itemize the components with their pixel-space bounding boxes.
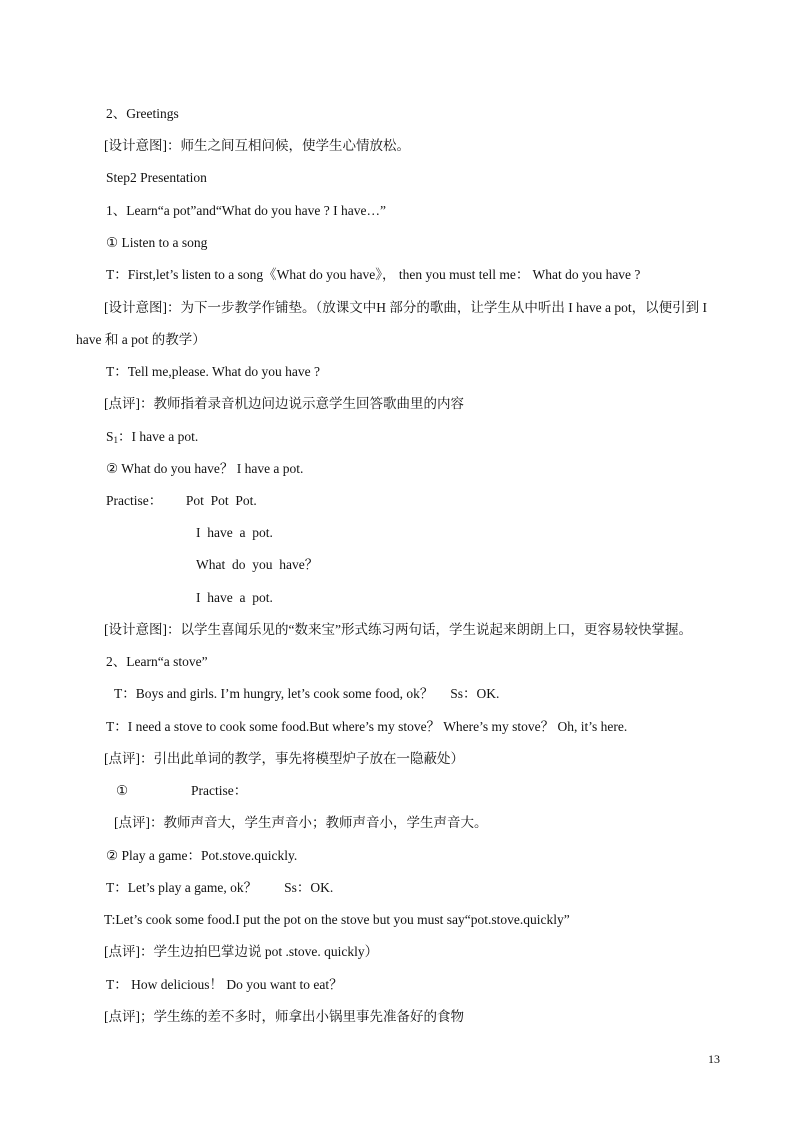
text-line: [设计意图]：以学生喜闻乐见的“数来宝”形式练习两句话，学生说起来朗朗上口，更容易较快掌握。	[104, 622, 692, 637]
text-line: T： How delicious！ Do you want to eat？	[106, 977, 343, 992]
text-line: ② Play a game：Pot.stove.quickly.	[106, 848, 298, 863]
text-line: T：I need a stove to cook some food.But where’s my stove？ Where’s my stove？ Oh, it’s here.	[106, 719, 628, 734]
speaker-label: S	[106, 429, 114, 444]
text-line: What do you have？	[196, 557, 319, 572]
text-line: Step2 Presentation	[106, 170, 207, 185]
line-text: ：I have a pot.	[118, 429, 199, 444]
text-line: [点评]：学生边拍巴掌边说 pot .stove. quickly）	[104, 944, 379, 959]
text-line	[106, 429, 198, 448]
text-line: T:Let’s cook some food.I put the pot on the stove but you must say“pot.stove.quickly”	[104, 912, 570, 927]
text-line: [点评]：教师声音大，学生声音小；教师声音小，学生声音大。	[114, 815, 488, 830]
text-line: T：Boys and girls. I’m hungry, let’s cook some food, ok？ Ss：OK.	[114, 686, 500, 701]
page-number: 13	[708, 1052, 720, 1066]
text-line: Practise：	[191, 783, 248, 798]
subscript: 1	[113, 435, 119, 445]
text-line: 2、Learn“a stove”	[106, 654, 208, 669]
text-line: I have a pot.	[196, 525, 273, 540]
text-line: ② What do you have？ I have a pot.	[106, 461, 304, 476]
text-line: I have a pot.	[196, 590, 273, 605]
text-line: 1、Learn“a pot”and“What do you have ? I have…”	[106, 203, 386, 218]
text-line: ①	[116, 783, 129, 798]
text-line: ① Listen to a song	[106, 235, 208, 250]
text-line: T：Let’s play a game, ok？ Ss：OK.	[106, 880, 334, 895]
text-line: Practise： Pot Pot Pot.	[106, 493, 257, 508]
text-line: T：First,let’s listen to a song《What do you have》， then you must tell me： What do you have ?	[106, 267, 641, 282]
text-line: [点评]；学生练的差不多时，师拿出小锅里事先准备好的食物	[104, 1009, 464, 1024]
text-line: have 和 a pot 的教学）	[76, 332, 206, 347]
text-line: 2、Greetings	[106, 106, 179, 121]
text-line: [点评]：教师指着录音机边问边说示意学生回答歌曲里的内容	[104, 396, 464, 411]
text-line: [设计意图]：为下一步教学作铺垫。（放课文中H 部分的歌曲，让学生从中听出 I have a pot，以便引到 I	[104, 300, 707, 315]
text-line: [设计意图]：师生之间互相问候，使学生心情放松。	[104, 138, 410, 153]
text-line: [点评]：引出此单词的教学，事先将模型炉子放在一隐蔽处）	[104, 751, 464, 766]
text-line: T：Tell me,please. What do you have ?	[106, 364, 320, 379]
